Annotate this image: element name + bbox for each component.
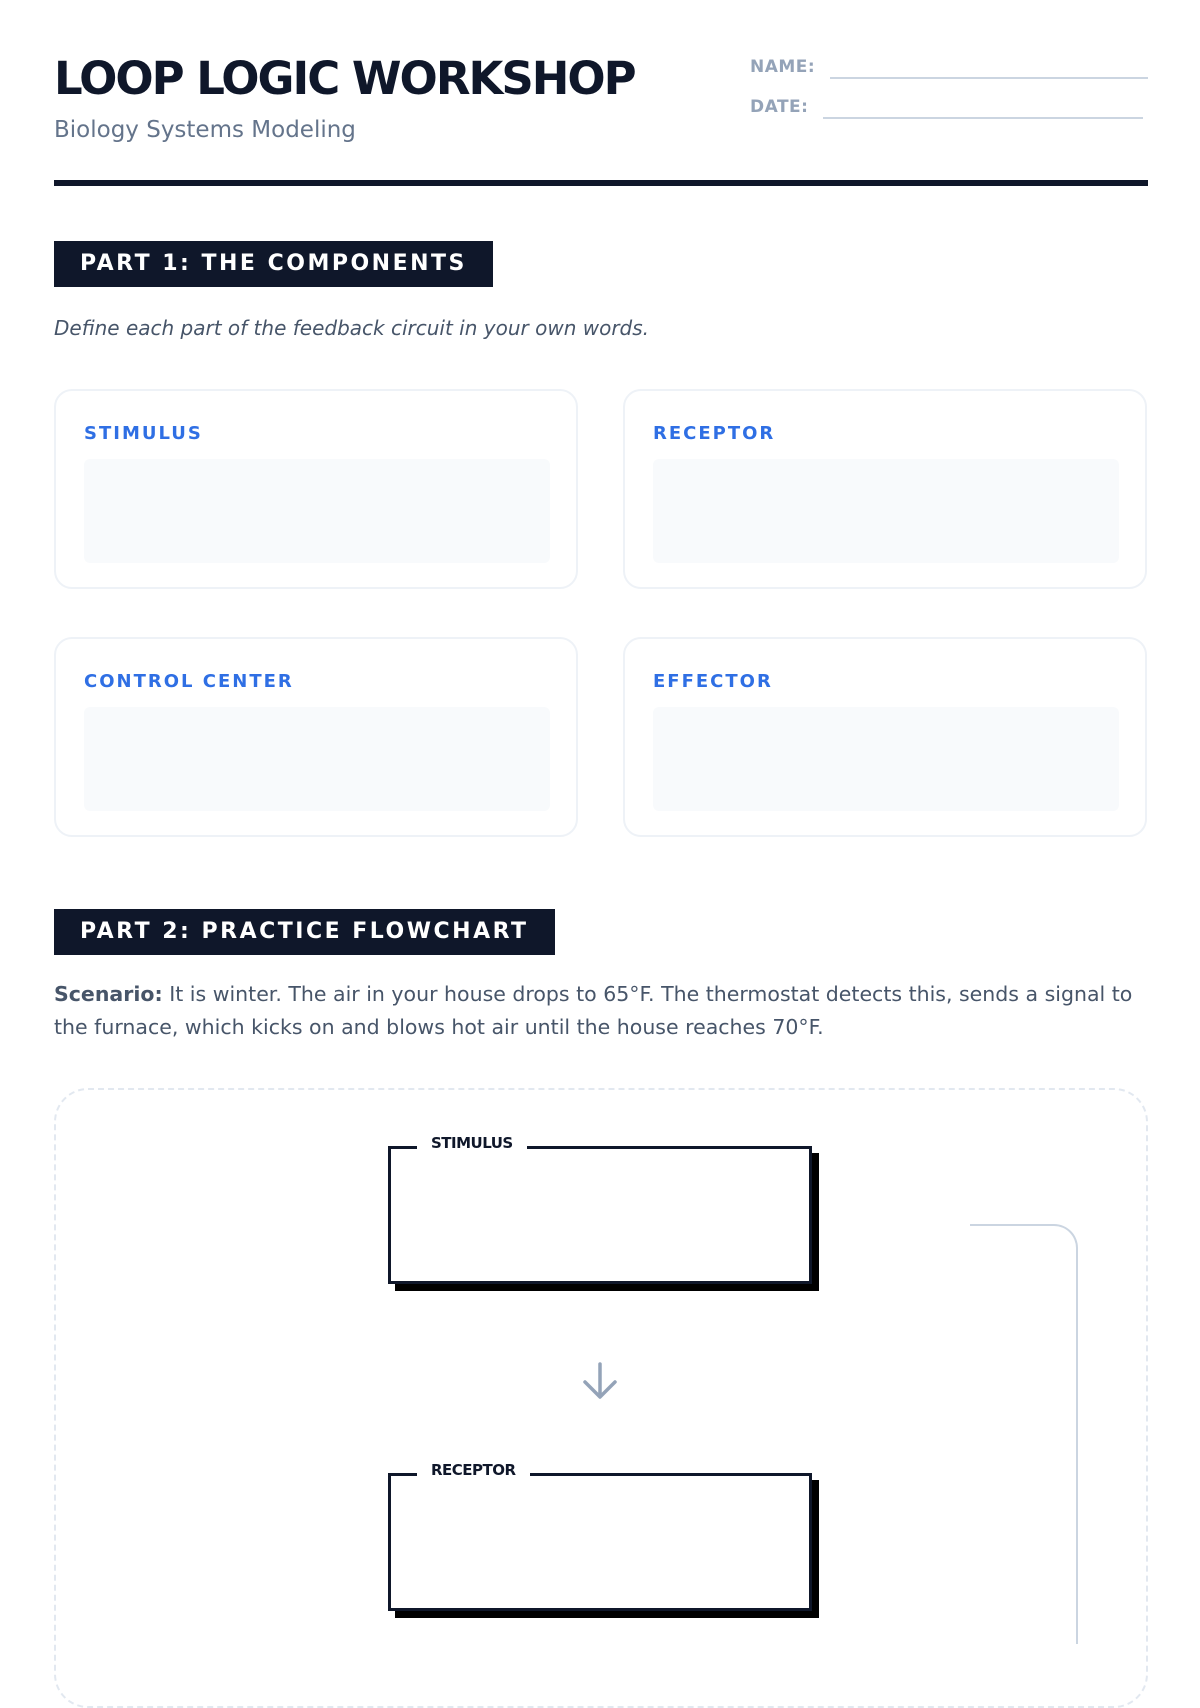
flow-box-label: STIMULUS bbox=[417, 1132, 527, 1154]
card-label: RECEPTOR bbox=[653, 423, 776, 444]
part1-heading: PART 1: THE COMPONENTS bbox=[54, 241, 493, 287]
header-divider bbox=[54, 180, 1148, 186]
arrow-down-icon bbox=[577, 1358, 623, 1404]
scenario-body: It is winter. The air in your house drops to 65°F. The thermostat detects this, sends a signal to the furnace, which kicks on and blows hot air until the house reaches 70°F. bbox=[54, 982, 1133, 1039]
name-field[interactable] bbox=[830, 77, 1148, 79]
flow-box-label: RECEPTOR bbox=[417, 1459, 530, 1481]
date-label: DATE: bbox=[750, 97, 809, 117]
worksheet-subtitle: Biology Systems Modeling bbox=[54, 117, 356, 143]
card-label: EFFECTOR bbox=[653, 671, 773, 692]
date-field[interactable] bbox=[823, 117, 1143, 119]
definition-card-receptor bbox=[623, 389, 1147, 589]
definition-answer-field[interactable] bbox=[653, 707, 1119, 811]
part1-instruction: Define each part of the feedback circuit in your own words. bbox=[54, 316, 650, 340]
definition-card-control-center bbox=[54, 637, 578, 837]
definition-answer-field[interactable] bbox=[653, 459, 1119, 563]
scenario-label: Scenario: bbox=[54, 982, 163, 1006]
definition-card-stimulus bbox=[54, 389, 578, 589]
card-label: STIMULUS bbox=[84, 423, 203, 444]
feedback-return-connector bbox=[970, 1224, 1078, 1644]
card-label: CONTROL CENTER bbox=[84, 671, 294, 692]
part2-heading: PART 2: PRACTICE FLOWCHART bbox=[54, 909, 555, 955]
flow-box-stimulus[interactable] bbox=[388, 1134, 812, 1284]
definition-card-effector bbox=[623, 637, 1147, 837]
flow-box-receptor[interactable] bbox=[388, 1461, 812, 1611]
definition-answer-field[interactable] bbox=[84, 707, 550, 811]
scenario-text bbox=[54, 978, 1148, 1044]
worksheet-title: LOOP LOGIC WORKSHOP bbox=[54, 52, 635, 105]
definition-answer-field[interactable] bbox=[84, 459, 550, 563]
name-label: NAME: bbox=[750, 57, 816, 77]
